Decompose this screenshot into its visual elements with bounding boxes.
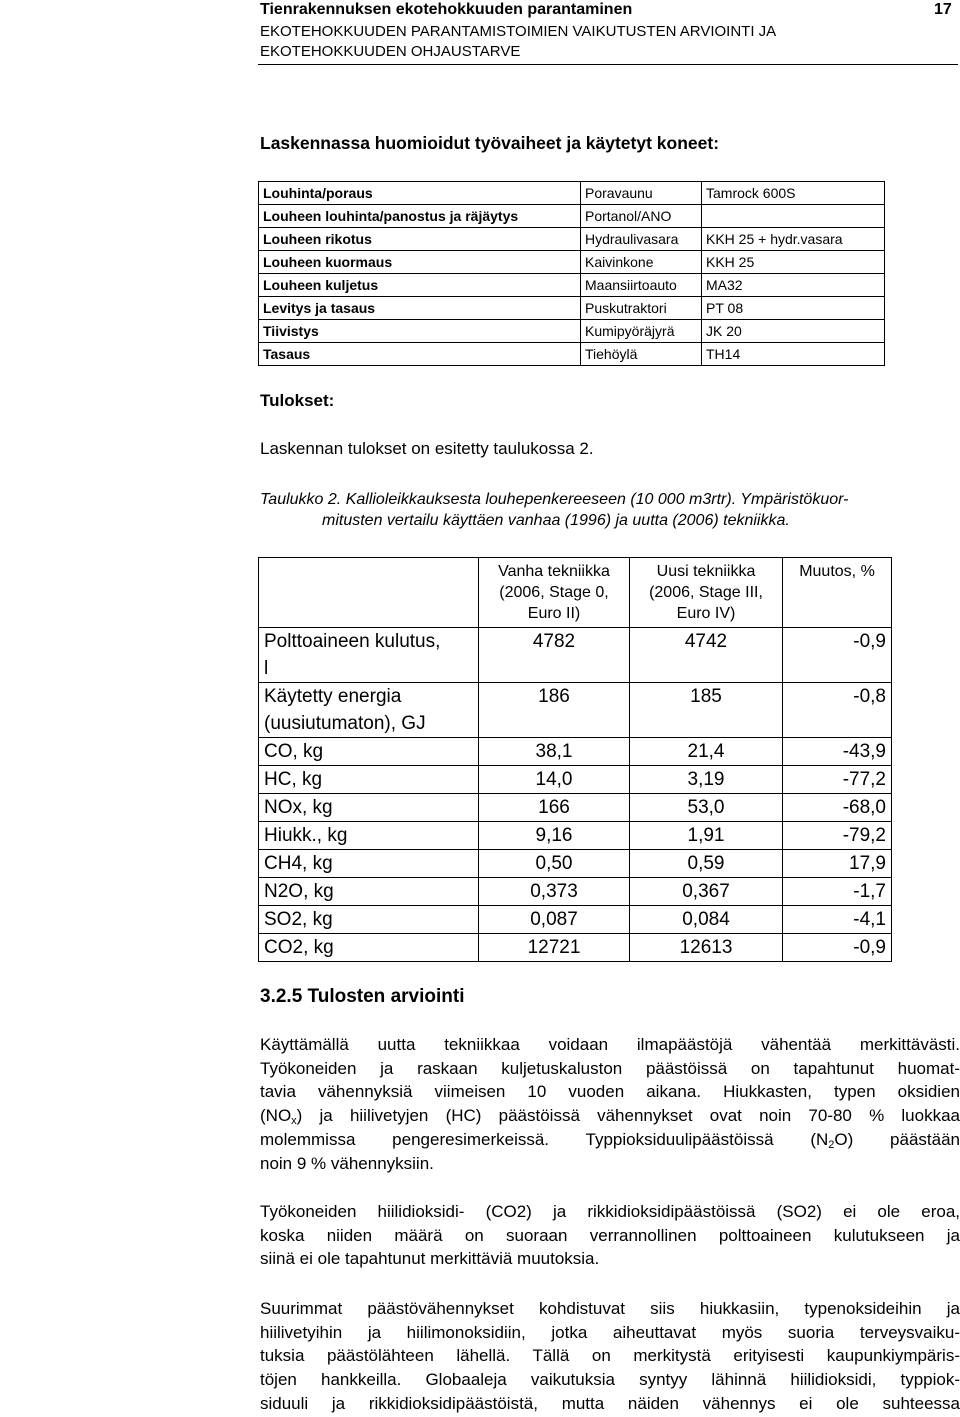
change-value: -0,9 [783,934,892,962]
running-header-subtitle: EKOTEHOKKUUDEN PARANTAMISTOIMIEN VAIKUTUSTEN ARVIOINTI JA [260,23,777,40]
table-row [259,182,885,205]
text-fragment: ) ja hiilivetyjen (HC) päästöissä vähennykset ovat noin 70-80 % luokkaa [296,1106,960,1126]
model-cell: MA32 [702,274,885,297]
label-line: l [264,658,269,679]
phase-cell: Levitys ja tasaus [259,297,581,320]
row-label: NOx, kg [259,794,479,822]
model-cell: TH14 [702,343,885,366]
header-cell-new-tech [630,558,783,628]
change-value: 17,9 [783,850,892,878]
text-line: siduuli ja rikkidioksidipäästöistä, mutta näiden vähennys ei ole suhteessa [260,1393,960,1413]
model-cell: KKH 25 [702,251,885,274]
text-line: siinä ei ole tapahtunut merkittäviä muutoksia. [260,1249,600,1269]
change-value: -0,8 [783,683,892,738]
paragraph [260,1033,960,1175]
table-row [259,906,892,934]
caption-line: mitusten vertailu käyttäen vanhaa (1996) ja uutta (2006) tekniikka. [322,512,790,529]
text-line: Suurimmat päästövähennykset kohdistuvat siis hiukkasiin, typenoksideihin ja [260,1299,960,1318]
change-value: -79,2 [783,822,892,850]
new-value: 0,59 [630,850,783,878]
phase-cell: Louhinta/poraus [259,182,581,205]
running-header-subtitle: EKOTEHOKKUUDEN OHJAUSTARVE [260,43,521,60]
table-row [259,297,885,320]
header-line: Uusi tekniikka [656,563,756,580]
table-row [259,274,885,297]
new-value: 12613 [630,934,783,962]
row-label: N2O, kg [259,878,479,906]
old-value: 38,1 [479,738,630,766]
new-value: 53,0 [630,794,783,822]
new-value: 1,91 [630,822,783,850]
table-row [259,205,885,228]
phase-cell: Louheen louhinta/panostus ja räjäytys [259,205,581,228]
row-label: CO, kg [259,738,479,766]
row-label: HC, kg [259,766,479,794]
change-value: -68,0 [783,794,892,822]
model-cell: PT 08 [702,297,885,320]
table-row [259,320,885,343]
header-line: Euro II) [527,605,581,622]
emissions-table [258,557,892,962]
header-line: Euro IV) [676,605,736,622]
section-heading-results: Tulokset: [260,391,335,410]
machine-cell: Hydraulivasara [581,228,702,251]
old-value: 9,16 [479,822,630,850]
header-line: (2006, Stage III, [649,584,763,601]
old-value: 166 [479,794,630,822]
header-cell-change: Muutos, % [783,558,892,628]
text-fragment: O) päästään [834,1129,960,1149]
paragraph [260,1200,960,1271]
phase-cell: Tasaus [259,343,581,366]
table-row [259,228,885,251]
caption-line: Taulukko 2. Kallioleikkauksesta louhepenkereeseen (10 000 m3rtr). Ympäristökuor- [260,491,849,508]
table-row [259,766,892,794]
machine-cell: Kumipyöräjyrä [581,320,702,343]
running-header-title: Tienrakennuksen ekotehokkuuden parantaminen [260,1,633,18]
machine-cell: Poravaunu [581,182,702,205]
machine-cell: Maansiirtoauto [581,274,702,297]
machine-cell: Puskutraktori [581,297,702,320]
row-label: SO2, kg [259,906,479,934]
model-cell: JK 20 [702,320,885,343]
section-heading-evaluation: 3.2.5 Tulosten arviointi [260,986,465,1007]
table-header-row [259,558,892,628]
change-value: -1,7 [783,878,892,906]
text-line: tuksia päästölähteen lähellä. Tällä on merkitystä erityisesti kaupunkiympäris- [260,1346,960,1366]
old-value: 0,373 [479,878,630,906]
text-line: noin 9 % vähennyksiin. [260,1153,434,1173]
phase-cell: Tiivistys [259,320,581,343]
page-number: 17 [934,1,952,18]
table-row [259,628,892,683]
phase-cell: Louheen kuormaus [259,251,581,274]
label-line: Käytetty energia [264,686,402,707]
model-cell: Tamrock 600S [702,182,885,205]
old-value: 0,50 [479,850,630,878]
table-row [259,850,892,878]
subscript: 2 [828,1138,835,1151]
header-cell-old-tech [479,558,630,628]
text-line: töjen hankkeilla. Globaaleja vaikutuksia syntyy lähinnä hiilidioksidi, typpiok- [260,1370,960,1390]
table-row [259,683,892,738]
row-label [259,628,479,683]
table-row [259,934,892,962]
old-value: 12721 [479,934,630,962]
text-line: tavia vähennyksiä viimeisen 10 vuoden aikana. Hiukkasten, typen oksidien [260,1082,960,1102]
new-value: 185 [630,683,783,738]
text-line: Työkoneiden ja raskaan kuljetuskaluston päästöissä on tapahtunut huomat- [260,1058,960,1078]
old-value: 4782 [479,628,630,683]
text-fragment: (NO [260,1106,292,1126]
row-label [259,683,479,738]
table-row [259,251,885,274]
text-line: Työkoneiden hiilidioksidi- (CO2) ja rikkidioksidipäästöissä (SO2) ei ole eroa, [260,1202,960,1221]
phase-cell: Louheen rikotus [259,228,581,251]
old-value: 0,087 [479,906,630,934]
model-cell: KKH 25 + hydr.vasara [702,228,885,251]
new-value: 21,4 [630,738,783,766]
header-line: (2006, Stage 0, [499,584,609,601]
table-caption [260,489,958,531]
row-label: CO2, kg [259,934,479,962]
machine-cell: Tiehöylä [581,343,702,366]
old-value: 14,0 [479,766,630,794]
header-rule [258,64,958,65]
text-line: Käyttämällä uutta tekniikkaa voidaan ilmapäästöjä vähentää merkittävästi. [260,1035,960,1054]
table-row [259,878,892,906]
text-line: koska niiden määrä on suoraan verrannollinen polttoaineen kulutukseen ja [260,1225,960,1245]
change-value: -43,9 [783,738,892,766]
results-text: Laskennan tulokset on esitetty taulukossa 2. [260,439,594,458]
header-line: Vanha tekniikka [498,563,610,580]
new-value: 0,367 [630,878,783,906]
old-value: 186 [479,683,630,738]
text-line [260,1128,960,1152]
table-row [259,822,892,850]
table-row [259,794,892,822]
section-heading-work-phases: Laskennassa huomioidut työvaiheet ja käytetyt koneet: [260,133,720,153]
paragraph [260,1297,960,1416]
subscript: x [291,1115,297,1128]
machine-cell: Kaivinkone [581,251,702,274]
machine-cell: Portanol/ANO [581,205,702,228]
change-value: -77,2 [783,766,892,794]
phase-cell: Louheen kuljetus [259,274,581,297]
table-row [259,343,885,366]
change-value: -4,1 [783,906,892,934]
model-cell [702,205,885,228]
row-label: CH4, kg [259,850,479,878]
row-label: Hiukk., kg [259,822,479,850]
change-value: -0,9 [783,628,892,683]
header-cell-label [259,558,479,628]
label-line: (uusiutumaton), GJ [264,713,426,734]
text-line: hiilivetyihin ja hiilimonoksidiin, jotka aiheuttavat myös suoria terveysvaiku- [260,1322,960,1342]
work-phases-table [258,181,885,366]
text-line [260,1104,960,1128]
text-fragment: molemmissa pengeresimerkeissä. Typpioksiduulipäästöissä (N [260,1129,829,1149]
new-value: 0,084 [630,906,783,934]
label-line: Polttoaineen kulutus, [264,631,441,652]
new-value: 4742 [630,628,783,683]
table-row [259,738,892,766]
new-value: 3,19 [630,766,783,794]
